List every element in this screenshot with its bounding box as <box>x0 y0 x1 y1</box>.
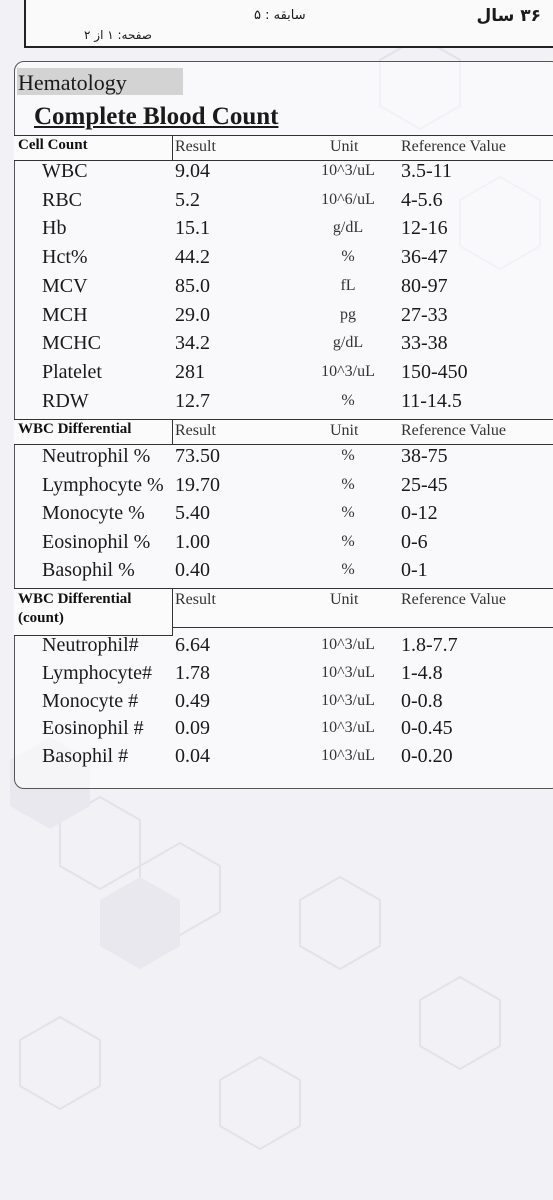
col-unit-header: Unit <box>330 591 359 608</box>
test-reference: 25-45 <box>401 473 448 496</box>
table-row <box>14 745 553 773</box>
group-header-wbc-differential <box>14 419 553 445</box>
test-result: 34.2 <box>175 332 210 355</box>
col-result-header: Result <box>175 138 216 155</box>
table-row <box>14 361 553 389</box>
test-result: 9.04 <box>175 160 210 182</box>
test-reference: 1.8-7.7 <box>401 634 458 656</box>
test-unit: g/dL <box>332 334 364 352</box>
test-unit: % <box>341 561 355 578</box>
table-row <box>14 160 553 188</box>
test-name: WBC <box>42 160 88 182</box>
col-reference-header: Reference Value <box>401 591 506 608</box>
test-result: 12.7 <box>175 389 210 412</box>
group-title: WBC Differential (count) <box>18 591 132 626</box>
test-result: 15.1 <box>175 217 210 240</box>
test-result: 5.40 <box>175 502 210 524</box>
test-unit: % <box>341 447 355 464</box>
table-row <box>14 531 553 559</box>
test-reference: 3.5-11 <box>401 160 452 182</box>
test-name: RDW <box>42 389 89 412</box>
table-row <box>14 502 553 530</box>
test-name: Basophil % <box>42 559 135 581</box>
test-unit: 10^6/uL <box>321 190 375 208</box>
test-unit: pg <box>340 305 356 323</box>
test-reference: 4-5.6 <box>401 188 443 211</box>
test-unit: % <box>341 475 355 493</box>
section-title: Hematology <box>17 68 183 95</box>
test-name: Platelet <box>42 360 102 383</box>
test-name: Hb <box>42 217 67 240</box>
test-result: 0.40 <box>175 559 210 581</box>
test-unit: 10^3/uL <box>321 691 375 709</box>
table-row <box>14 390 553 418</box>
test-name: Lymphocyte % <box>42 473 164 496</box>
table-row <box>14 559 553 587</box>
table-row <box>14 662 553 690</box>
test-result: 19.70 <box>175 473 220 496</box>
patient-info-bar <box>24 0 553 48</box>
test-result: 0.09 <box>175 717 210 740</box>
table-row <box>14 275 553 303</box>
test-reference: 0-0.20 <box>401 745 453 768</box>
test-reference: 0-1 <box>401 559 428 581</box>
test-reference: 12-16 <box>401 217 448 240</box>
test-unit: 10^3/uL <box>321 362 375 380</box>
col-result-header: Result <box>175 422 216 439</box>
col-unit-header: Unit <box>330 138 359 155</box>
test-name: Eosinophil % <box>42 530 151 553</box>
test-reference: 0-0.45 <box>401 717 453 740</box>
test-name: Basophil # <box>42 745 129 768</box>
test-reference: 36-47 <box>401 246 448 269</box>
test-name: Monocyte % <box>42 502 145 524</box>
test-unit: g/dL <box>332 219 364 237</box>
test-unit: 10^3/uL <box>321 162 375 179</box>
test-result: 0.04 <box>175 745 210 768</box>
test-unit: 10^3/uL <box>321 719 375 737</box>
test-reference: 27-33 <box>401 303 448 326</box>
test-name: MCHC <box>42 332 101 355</box>
record-count: سابقه : ۵ <box>254 8 306 23</box>
page-indicator: صفحه: ۱ از ۲ <box>84 28 152 42</box>
test-name: Lymphocyte# <box>42 661 152 684</box>
test-reference: 11-14.5 <box>401 389 462 412</box>
test-result: 5.2 <box>175 188 200 211</box>
col-result-header: Result <box>175 591 216 608</box>
report-title: Complete Blood Count <box>34 103 279 130</box>
test-result: 29.0 <box>175 303 210 326</box>
test-result: 44.2 <box>175 246 210 269</box>
test-name: Neutrophil# <box>42 634 139 656</box>
test-name: Monocyte # <box>42 689 139 712</box>
test-name: RBC <box>42 188 83 211</box>
test-unit: % <box>341 248 355 266</box>
table-row <box>14 445 553 473</box>
table-row <box>14 717 553 745</box>
test-reference: 0-12 <box>401 502 438 524</box>
test-name: MCH <box>42 303 88 326</box>
group-header-wbc-differential-count <box>14 588 553 628</box>
table-row <box>14 246 553 274</box>
test-unit: 10^3/uL <box>321 636 375 653</box>
table-row <box>14 690 553 718</box>
test-reference: 80-97 <box>401 274 448 297</box>
test-result: 1.78 <box>175 661 210 684</box>
test-name: Hct% <box>42 246 88 269</box>
test-name: Eosinophil # <box>42 717 144 740</box>
test-result: 1.00 <box>175 530 210 553</box>
table-row <box>14 332 553 360</box>
test-result: 0.49 <box>175 689 210 712</box>
test-reference: 0-0.8 <box>401 689 443 712</box>
table-row <box>14 217 553 245</box>
test-result: 6.64 <box>175 634 210 656</box>
test-result: 85.0 <box>175 274 210 297</box>
table-row <box>14 634 553 662</box>
test-unit: fL <box>340 276 356 294</box>
test-unit: % <box>341 532 355 550</box>
test-reference: 38-75 <box>401 445 448 467</box>
patient-age: ۳۶ سال <box>476 6 541 26</box>
table-row <box>14 189 553 217</box>
test-unit: 10^3/uL <box>321 663 375 681</box>
test-reference: 150-450 <box>401 360 468 383</box>
group-title: WBC Differential <box>18 421 132 437</box>
test-name: MCV <box>42 274 88 297</box>
table-row <box>14 474 553 502</box>
test-unit: % <box>341 391 355 409</box>
table-row <box>14 304 553 332</box>
test-unit: % <box>341 504 355 521</box>
test-result: 281 <box>175 360 205 383</box>
col-reference-header: Reference Value <box>401 422 506 439</box>
group-title: Cell Count <box>18 137 88 153</box>
test-result: 73.50 <box>175 445 220 467</box>
test-reference: 33-38 <box>401 332 448 355</box>
group-header-cell-count <box>14 135 553 161</box>
test-reference: 0-6 <box>401 530 428 553</box>
test-reference: 1-4.8 <box>401 661 443 684</box>
col-unit-header: Unit <box>330 422 359 439</box>
col-reference-header: Reference Value <box>401 138 506 155</box>
test-name: Neutrophil % <box>42 445 151 467</box>
test-unit: 10^3/uL <box>321 747 375 765</box>
